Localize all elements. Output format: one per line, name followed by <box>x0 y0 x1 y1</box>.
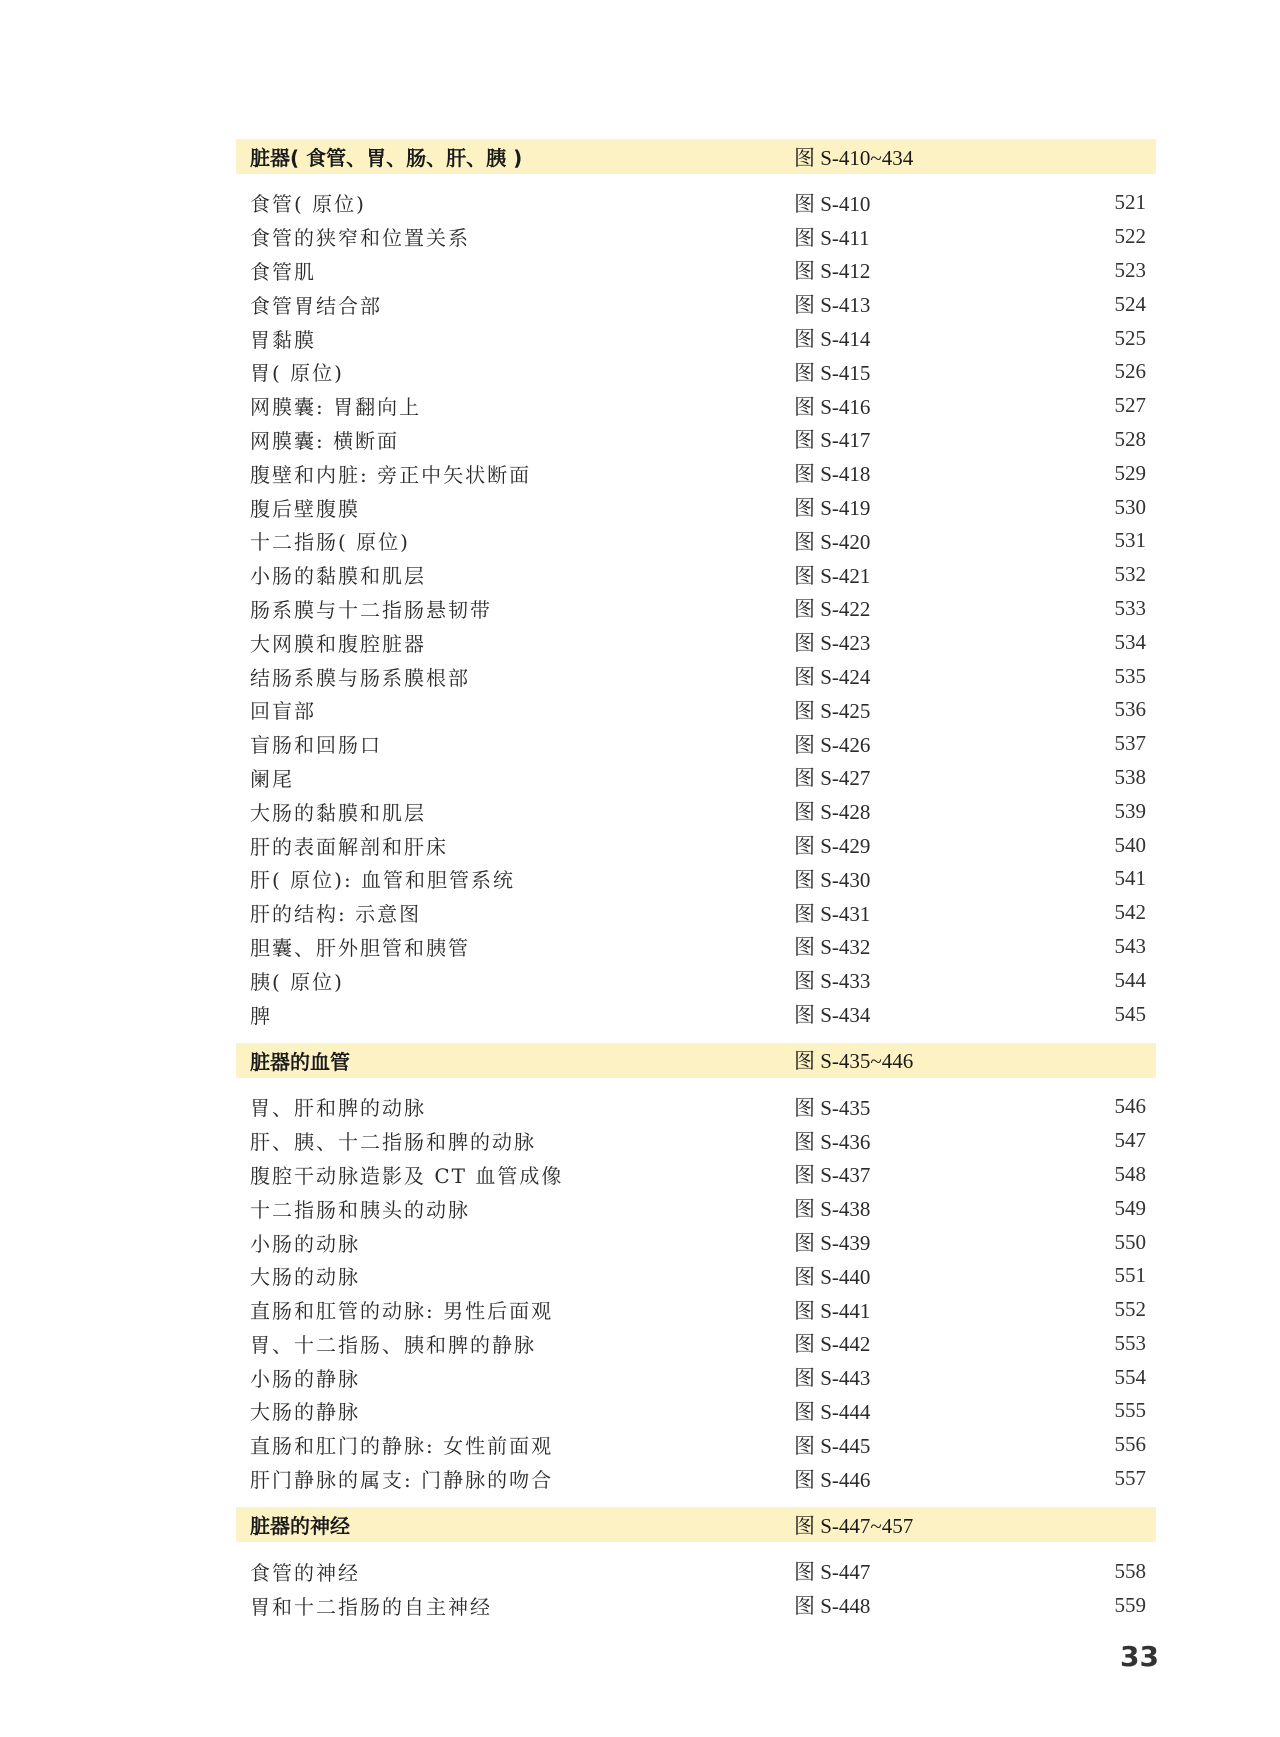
entry-page-number: 522 <box>1114 224 1146 249</box>
toc-entry[interactable] <box>236 490 1156 524</box>
entry-figure-number: 图 S-422 <box>794 597 871 622</box>
entry-title: 大肠的动脉 <box>250 1265 360 1290</box>
entry-page-number: 549 <box>1114 1195 1146 1220</box>
entry-title: 肝门静脉的属支: 门静脉的吻合 <box>250 1468 554 1493</box>
section-title: 脏器的神经 <box>250 1514 350 1539</box>
entry-title: 网膜囊: 胃翻向上 <box>250 395 422 420</box>
entry-page-number: 526 <box>1114 359 1146 384</box>
section-title: 脏器的血管 <box>250 1049 350 1074</box>
toc-entry[interactable] <box>236 963 1156 997</box>
toc-entry[interactable] <box>236 1191 1156 1225</box>
entry-page-number: 525 <box>1114 325 1146 350</box>
entry-title: 胃、十二指肠、胰和脾的静脉 <box>250 1332 536 1357</box>
toc-entry[interactable] <box>236 456 1156 490</box>
entry-title: 直肠和肛门的静脉: 女性前面观 <box>250 1434 554 1459</box>
entry-title: 直肠和肛管的动脉: 男性后面观 <box>250 1299 554 1324</box>
entry-title: 肠系膜与十二指肠悬韧带 <box>250 597 492 622</box>
page-number: 33 <box>1120 1640 1159 1673</box>
toc-entry[interactable] <box>236 1293 1156 1327</box>
section-entries <box>236 186 1156 1031</box>
entry-figure-number: 图 S-436 <box>794 1129 871 1154</box>
entry-figure-number: 图 S-438 <box>794 1197 871 1222</box>
entry-figure-number: 图 S-437 <box>794 1163 871 1188</box>
entry-page-number: 523 <box>1114 257 1146 282</box>
entry-page-number: 558 <box>1114 1558 1146 1583</box>
entry-title: 肝的结构: 示意图 <box>250 902 422 927</box>
entry-figure-number: 图 S-432 <box>794 935 871 960</box>
entry-figure-number: 图 S-435 <box>794 1095 871 1120</box>
entry-title: 食管的神经 <box>250 1560 360 1585</box>
toc-entry[interactable] <box>236 727 1156 761</box>
toc-entry[interactable] <box>236 1090 1156 1124</box>
section-title: 脏器( 食管、胃、肠、肝、胰 ) <box>250 146 523 170</box>
toc-entry[interactable] <box>236 896 1156 930</box>
entry-title: 胃、肝和脾的动脉 <box>250 1096 426 1121</box>
toc-entry[interactable] <box>236 828 1156 862</box>
entry-title: 胰( 原位) <box>250 969 344 994</box>
entry-page-number: 532 <box>1114 562 1146 587</box>
entry-title: 十二指肠和胰头的动脉 <box>250 1197 470 1222</box>
entry-page-number: 528 <box>1114 426 1146 451</box>
entry-figure-number: 图 S-447 <box>794 1560 871 1585</box>
toc-entry[interactable] <box>236 1360 1156 1394</box>
toc-entry[interactable] <box>236 558 1156 592</box>
entry-figure-number: 图 S-448 <box>794 1594 871 1619</box>
entry-figure-number: 图 S-417 <box>794 428 871 453</box>
entry-page-number: 534 <box>1114 629 1146 654</box>
entry-page-number: 524 <box>1114 291 1146 316</box>
entry-title: 小肠的静脉 <box>250 1366 360 1391</box>
toc-entry[interactable] <box>236 930 1156 964</box>
entry-figure-number: 图 S-441 <box>794 1298 871 1323</box>
entry-title: 腹壁和内脏: 旁正中矢状断面 <box>250 462 532 487</box>
entry-page-number: 531 <box>1114 528 1146 553</box>
toc-entry[interactable] <box>236 1462 1156 1496</box>
entry-title: 胃和十二指肠的自主神经 <box>250 1594 492 1619</box>
section-figure-range: 图 S-435~446 <box>794 1049 914 1074</box>
entry-page-number: 535 <box>1114 663 1146 688</box>
entry-page-number: 542 <box>1114 900 1146 925</box>
entry-figure-number: 图 S-416 <box>794 394 871 419</box>
entry-figure-number: 图 S-429 <box>794 834 871 859</box>
entry-figure-number: 图 S-413 <box>794 293 871 318</box>
toc-entry[interactable] <box>236 423 1156 457</box>
section-entries <box>236 1090 1156 1496</box>
entry-figure-number: 图 S-434 <box>794 1003 871 1028</box>
entry-title: 小肠的动脉 <box>250 1231 360 1256</box>
toc-entry[interactable] <box>236 862 1156 896</box>
toc-entry[interactable] <box>236 355 1156 389</box>
entry-figure-number: 图 S-445 <box>794 1433 871 1458</box>
entry-figure-number: 图 S-420 <box>794 529 871 554</box>
entry-title: 阑尾 <box>250 766 294 791</box>
toc-entry[interactable] <box>236 1327 1156 1361</box>
entry-title: 十二指肠( 原位) <box>250 530 410 555</box>
entry-page-number: 553 <box>1114 1330 1146 1355</box>
entry-title: 食管胃结合部 <box>250 293 382 318</box>
entry-figure-number: 图 S-415 <box>794 360 871 385</box>
entry-title: 大肠的静脉 <box>250 1400 360 1425</box>
entry-figure-number: 图 S-431 <box>794 901 871 926</box>
entry-title: 食管的狭窄和位置关系 <box>250 226 470 251</box>
entry-page-number: 521 <box>1114 190 1146 215</box>
toc-entry[interactable] <box>236 1225 1156 1259</box>
entry-title: 脾 <box>250 1003 272 1028</box>
entry-page-number: 555 <box>1114 1398 1146 1423</box>
toc-entry[interactable] <box>236 794 1156 828</box>
entry-page-number: 539 <box>1114 798 1146 823</box>
section-figure-range: 图 S-410~434 <box>794 145 914 170</box>
toc-entry[interactable] <box>236 220 1156 254</box>
entry-figure-number: 图 S-433 <box>794 969 871 994</box>
toc-entry[interactable] <box>236 693 1156 727</box>
entry-page-number: 552 <box>1114 1297 1146 1322</box>
entry-page-number: 544 <box>1114 967 1146 992</box>
entry-title: 胆囊、肝外胆管和胰管 <box>250 935 470 960</box>
entry-figure-number: 图 S-426 <box>794 732 871 757</box>
section-header <box>236 139 1156 174</box>
entry-page-number: 547 <box>1114 1128 1146 1153</box>
entry-page-number: 543 <box>1114 933 1146 958</box>
entry-figure-number: 图 S-443 <box>794 1366 871 1391</box>
entry-page-number: 546 <box>1114 1094 1146 1119</box>
entry-title: 大肠的黏膜和肌层 <box>250 800 426 825</box>
entry-figure-number: 图 S-411 <box>794 225 870 250</box>
entry-figure-number: 图 S-424 <box>794 665 871 690</box>
toc-entry[interactable] <box>236 659 1156 693</box>
entry-figure-number: 图 S-423 <box>794 631 871 656</box>
section-entries <box>236 1554 1156 1622</box>
entry-page-number: 557 <box>1114 1466 1146 1491</box>
entry-title: 回盲部 <box>250 699 316 724</box>
entry-title: 小肠的黏膜和肌层 <box>250 564 426 589</box>
entry-title: 腹后壁腹膜 <box>250 496 360 521</box>
entry-title: 腹腔干动脉造影及 CT 血管成像 <box>250 1163 564 1188</box>
toc-entry[interactable] <box>236 625 1156 659</box>
entry-page-number: 540 <box>1114 832 1146 857</box>
entry-figure-number: 图 S-412 <box>794 259 871 284</box>
entry-page-number: 548 <box>1114 1161 1146 1186</box>
toc-entry[interactable] <box>236 1259 1156 1293</box>
entry-title: 结肠系膜与肠系膜根部 <box>250 665 470 690</box>
entry-page-number: 551 <box>1114 1263 1146 1288</box>
entry-page-number: 545 <box>1114 1001 1146 1026</box>
entry-page-number: 527 <box>1114 393 1146 418</box>
entry-figure-number: 图 S-418 <box>794 462 871 487</box>
toc-entry[interactable] <box>236 592 1156 626</box>
entry-figure-number: 图 S-444 <box>794 1399 871 1424</box>
table-of-contents <box>236 139 1156 1622</box>
toc-entry[interactable] <box>236 1428 1156 1462</box>
entry-page-number: 541 <box>1114 866 1146 891</box>
toc-entry[interactable] <box>236 1124 1156 1158</box>
entry-title: 肝、胰、十二指肠和脾的动脉 <box>250 1130 536 1155</box>
entry-figure-number: 图 S-419 <box>794 496 871 521</box>
entry-title: 肝的表面解剖和肝床 <box>250 834 448 859</box>
entry-figure-number: 图 S-421 <box>794 563 871 588</box>
toc-entry[interactable] <box>236 997 1156 1031</box>
entry-title: 网膜囊: 横断面 <box>250 428 400 453</box>
toc-entry[interactable] <box>236 389 1156 423</box>
section-header <box>236 1507 1156 1542</box>
entry-title: 食管( 原位) <box>250 192 366 217</box>
toc-entry[interactable] <box>236 287 1156 321</box>
entry-title: 胃( 原位) <box>250 361 344 386</box>
toc-entry[interactable] <box>236 186 1156 220</box>
entry-title: 胃黏膜 <box>250 327 316 352</box>
entry-page-number: 537 <box>1114 731 1146 756</box>
toc-entry[interactable] <box>236 254 1156 288</box>
entry-page-number: 554 <box>1114 1364 1146 1389</box>
entry-figure-number: 图 S-414 <box>794 327 871 352</box>
entry-figure-number: 图 S-410 <box>794 191 871 216</box>
entry-figure-number: 图 S-430 <box>794 867 871 892</box>
entry-page-number: 530 <box>1114 494 1146 519</box>
entry-page-number: 529 <box>1114 460 1146 485</box>
entry-title: 盲肠和回肠口 <box>250 733 382 758</box>
entry-page-number: 556 <box>1114 1432 1146 1457</box>
entry-figure-number: 图 S-446 <box>794 1467 871 1492</box>
entry-figure-number: 图 S-425 <box>794 698 871 723</box>
toc-entry[interactable] <box>236 1554 1156 1588</box>
toc-entry[interactable] <box>236 1588 1156 1622</box>
toc-entry[interactable] <box>236 761 1156 795</box>
section-header <box>236 1043 1156 1078</box>
section-figure-range: 图 S-447~457 <box>794 1513 914 1538</box>
toc-entry[interactable] <box>236 524 1156 558</box>
entry-title: 肝( 原位): 血管和胆管系统 <box>250 868 516 893</box>
entry-title: 食管肌 <box>250 259 316 284</box>
entry-page-number: 536 <box>1114 697 1146 722</box>
entry-page-number: 559 <box>1114 1592 1146 1617</box>
entry-page-number: 538 <box>1114 764 1146 789</box>
toc-entry[interactable] <box>236 321 1156 355</box>
toc-entry[interactable] <box>236 1158 1156 1192</box>
entry-title: 大网膜和腹腔脏器 <box>250 631 426 656</box>
entry-figure-number: 图 S-428 <box>794 800 871 825</box>
entry-figure-number: 图 S-442 <box>794 1332 871 1357</box>
entry-page-number: 550 <box>1114 1229 1146 1254</box>
entry-figure-number: 图 S-440 <box>794 1264 871 1289</box>
toc-entry[interactable] <box>236 1394 1156 1428</box>
entry-figure-number: 图 S-439 <box>794 1231 871 1255</box>
entry-page-number: 533 <box>1114 595 1146 620</box>
entry-figure-number: 图 S-427 <box>794 766 871 791</box>
